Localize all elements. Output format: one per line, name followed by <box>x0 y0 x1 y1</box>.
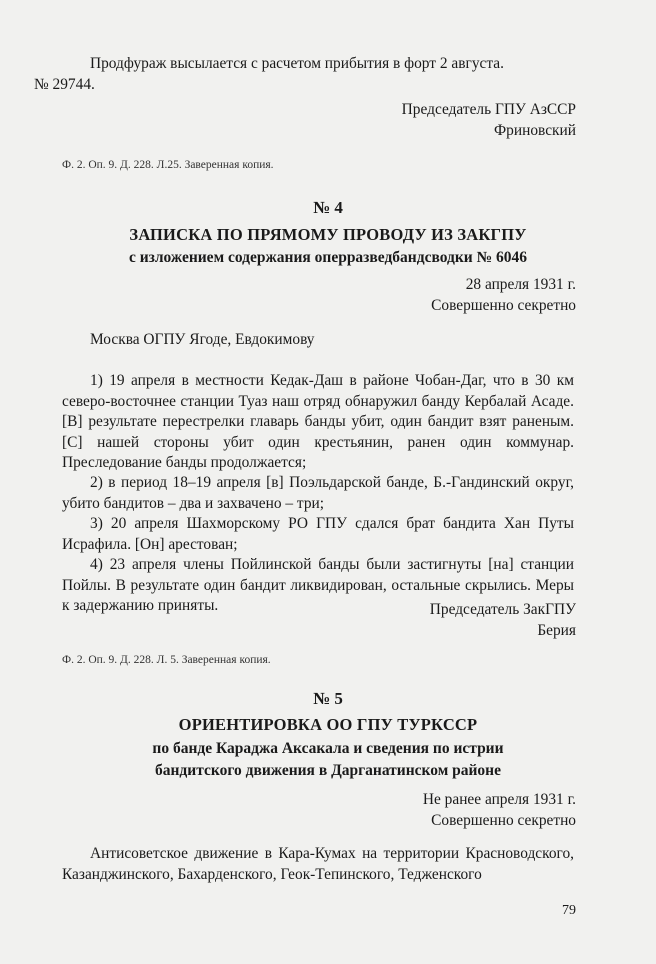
doc5-header-meta <box>423 790 576 831</box>
doc4-header-meta <box>431 275 576 316</box>
top-line-2: № 29744. <box>34 75 95 93</box>
doc5-paragraph: Антисоветское движение в Кара-Кумах на территории Красноводского, Казанджинского, Бахарденского, Геок-Тепинского, Тедженского <box>62 845 574 883</box>
doc5-subtitle-line-2: бандитского движения в Дарганатинском районе <box>155 762 501 779</box>
doc4-paragraph-2: 2) в период 18–19 апреля [в] Поэльдарской банде, Б.-Гандинский округ, убито бандитов – два и захвачено – три; <box>62 474 574 512</box>
doc4-number: № 4 <box>313 198 343 217</box>
top-signer-name: Фриновский <box>494 121 576 139</box>
doc4-paragraph-4: 4) 23 апреля члены Пойлинской банды были застигнуты [на] станции Пойлы. В результате один бандит ликвидирован, остальные скрылись. Меры к задержанию приняты. <box>62 556 574 614</box>
doc4-signer-title: Председатель ЗакГПУ <box>429 601 576 618</box>
doc5-number: № 5 <box>313 689 343 708</box>
doc4-date: 28 апреля 1931 г. <box>465 276 576 293</box>
doc5-classification: Совершенно секретно <box>431 811 576 829</box>
doc4-signature <box>430 600 576 641</box>
top-line-1: Продфураж высылается с расчетом прибытия в форт 2 августа. <box>90 55 504 72</box>
doc4-title: ЗАПИСКА ПО ПРЯМОМУ ПРОВОДУ ИЗ ЗАКГПУ <box>129 225 527 244</box>
doc5-subtitle-line-1: по банде Караджа Аксакала и сведения по истрии <box>152 740 504 757</box>
page-number: 79 <box>562 903 576 918</box>
doc5-date: Не ранее апреля 1931 г. <box>422 791 576 808</box>
doc4-paragraph-3: 3) 20 апреля Шахморскому РО ГПУ сдался брат бандита Хан Путы Исрафила. [Он] арестован; <box>62 515 574 553</box>
top-signature <box>402 100 576 141</box>
top-source-note: Ф. 2. Оп. 9. Д. 228. Л.25. Заверенная копия. <box>62 159 274 171</box>
doc4-signer-name: Берия <box>537 621 576 639</box>
doc5-title: ОРИЕНТИРОВКА ОО ГПУ ТУРКССР <box>178 715 478 734</box>
doc4-source-note: Ф. 2. Оп. 9. Д. 228. Л. 5. Заверенная копия. <box>62 654 271 666</box>
doc4-subtitle: с изложением содержания оперразведбандсводки № 6046 <box>128 249 528 266</box>
doc4-address: Москва ОГПУ Ягоде, Евдокимову <box>90 331 315 348</box>
top-paragraph <box>34 54 574 95</box>
doc4-paragraph-1: 1) 19 апреля в местности Кедак-Даш в районе Чобан-Даг, что в 30 км северо-восточнее станции Туаз наш отряд обнаружил банду Кербалай Асаде. [В] результате перестрелки главарь банды убит, один бандит взят раненым. [С] нашей стороны убит один крестьянин, ранен один коммунар. Преследование банды продолжается; <box>62 372 574 471</box>
doc4-classification: Совершенно секретно <box>431 296 576 314</box>
top-signer-title: Председатель ГПУ АзССР <box>401 101 576 118</box>
